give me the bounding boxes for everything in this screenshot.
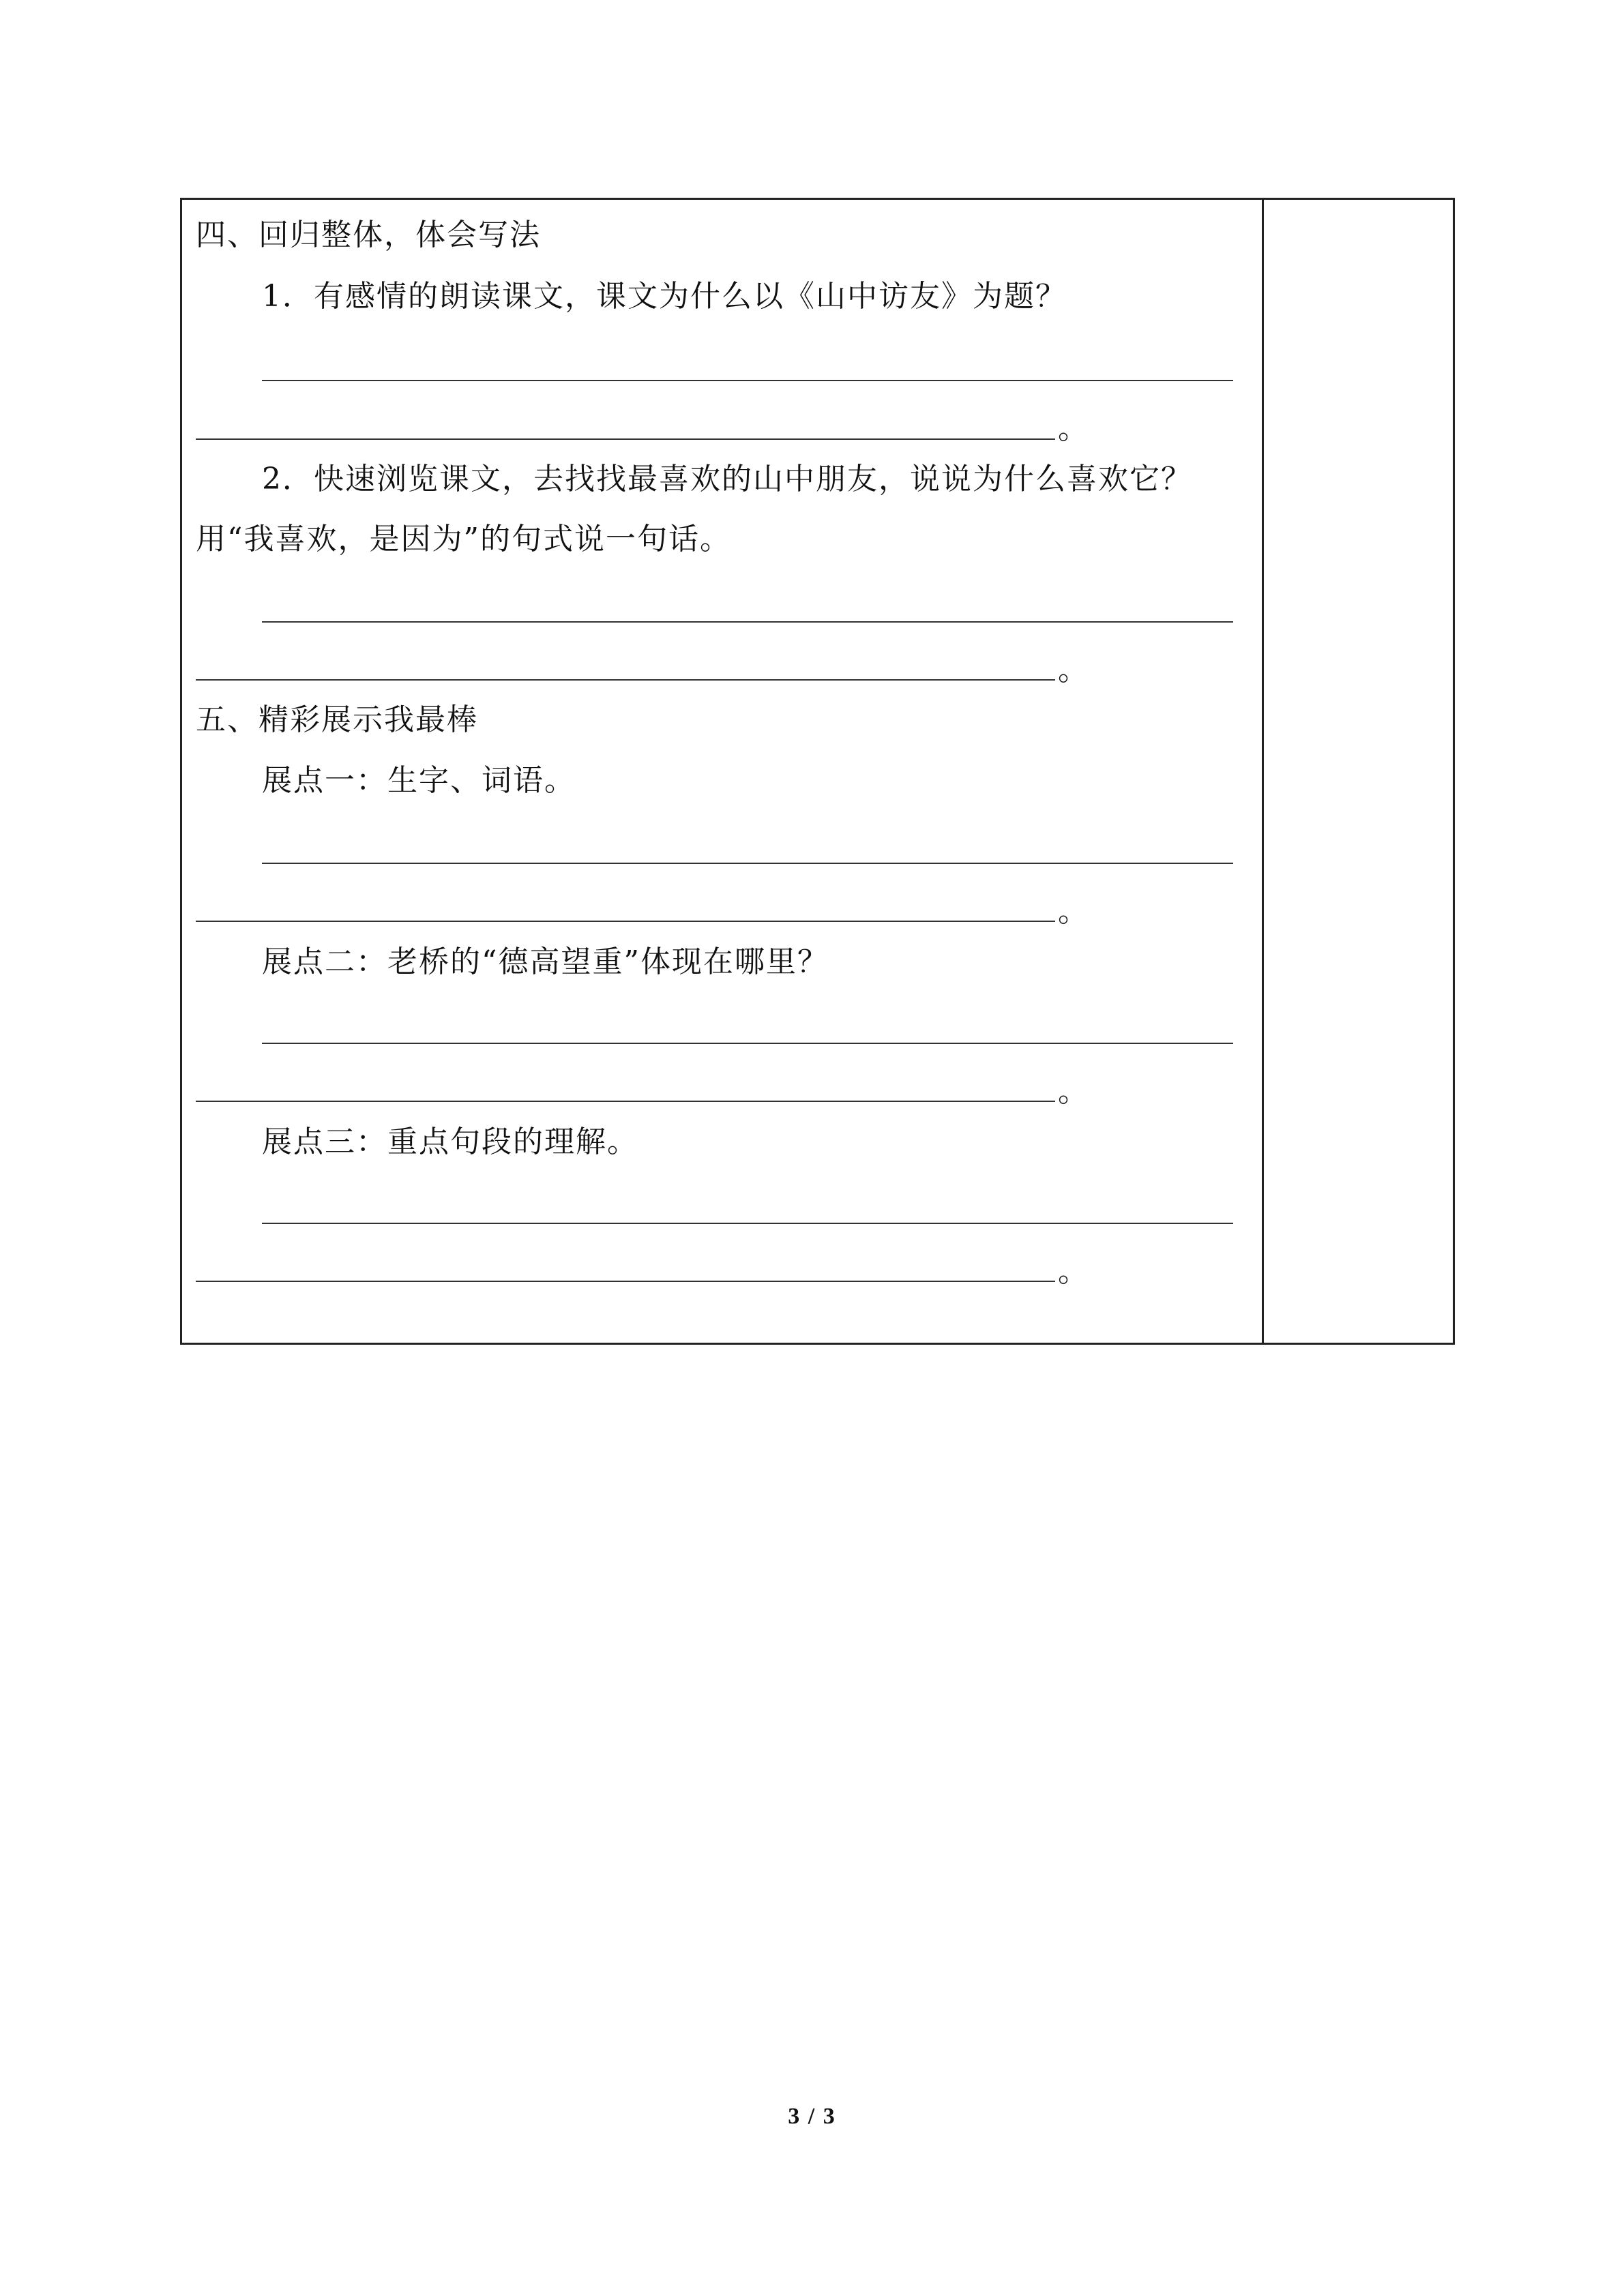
showcase-point-3: 展点三：重点句段的理解。 — [262, 1124, 638, 1159]
answer-line-q1-a[interactable] — [262, 380, 1233, 381]
section-4-heading: 四、回归整体，体会写法 — [196, 218, 541, 252]
page-number: 3 / 3 — [788, 2104, 836, 2129]
question-1: 1．有感情的朗读课文，课文为什么以《山中访友》为题？ — [262, 279, 1067, 314]
answer-line-q2-b[interactable] — [196, 679, 1055, 681]
question-2-line-1: 2．快速浏览课文，去找找最喜欢的山中朋友，说说为什么喜欢它？ — [262, 462, 1192, 496]
answer-end-mark: 。 — [1058, 894, 1088, 929]
answer-line-q1-b[interactable] — [196, 438, 1055, 440]
answer-end-mark: 。 — [1058, 411, 1088, 446]
answer-line-p3-a[interactable] — [262, 1223, 1233, 1224]
answer-line-p3-b[interactable] — [196, 1281, 1055, 1282]
answer-line-p2-b[interactable] — [196, 1101, 1055, 1102]
question-2-line-2: 用“我喜欢，是因为”的句式说一句话。 — [196, 522, 731, 556]
notes-column[interactable] — [1264, 200, 1453, 1343]
answer-line-p1-a[interactable] — [262, 863, 1233, 864]
answer-end-mark: 。 — [1058, 1074, 1088, 1109]
answer-line-q2-a[interactable] — [262, 621, 1233, 623]
section-5-heading: 五、精彩展示我最棒 — [196, 702, 478, 737]
worksheet-table — [180, 198, 1455, 1345]
showcase-point-2: 展点二：老桥的“德高望重”体现在哪里？ — [262, 944, 829, 979]
answer-end-mark: 。 — [1058, 653, 1088, 687]
showcase-point-1: 展点一：生字、词语。 — [262, 763, 576, 798]
answer-line-p2-a[interactable] — [262, 1043, 1233, 1044]
answer-end-mark: 。 — [1058, 1254, 1088, 1289]
answer-line-p1-b[interactable] — [196, 921, 1055, 922]
